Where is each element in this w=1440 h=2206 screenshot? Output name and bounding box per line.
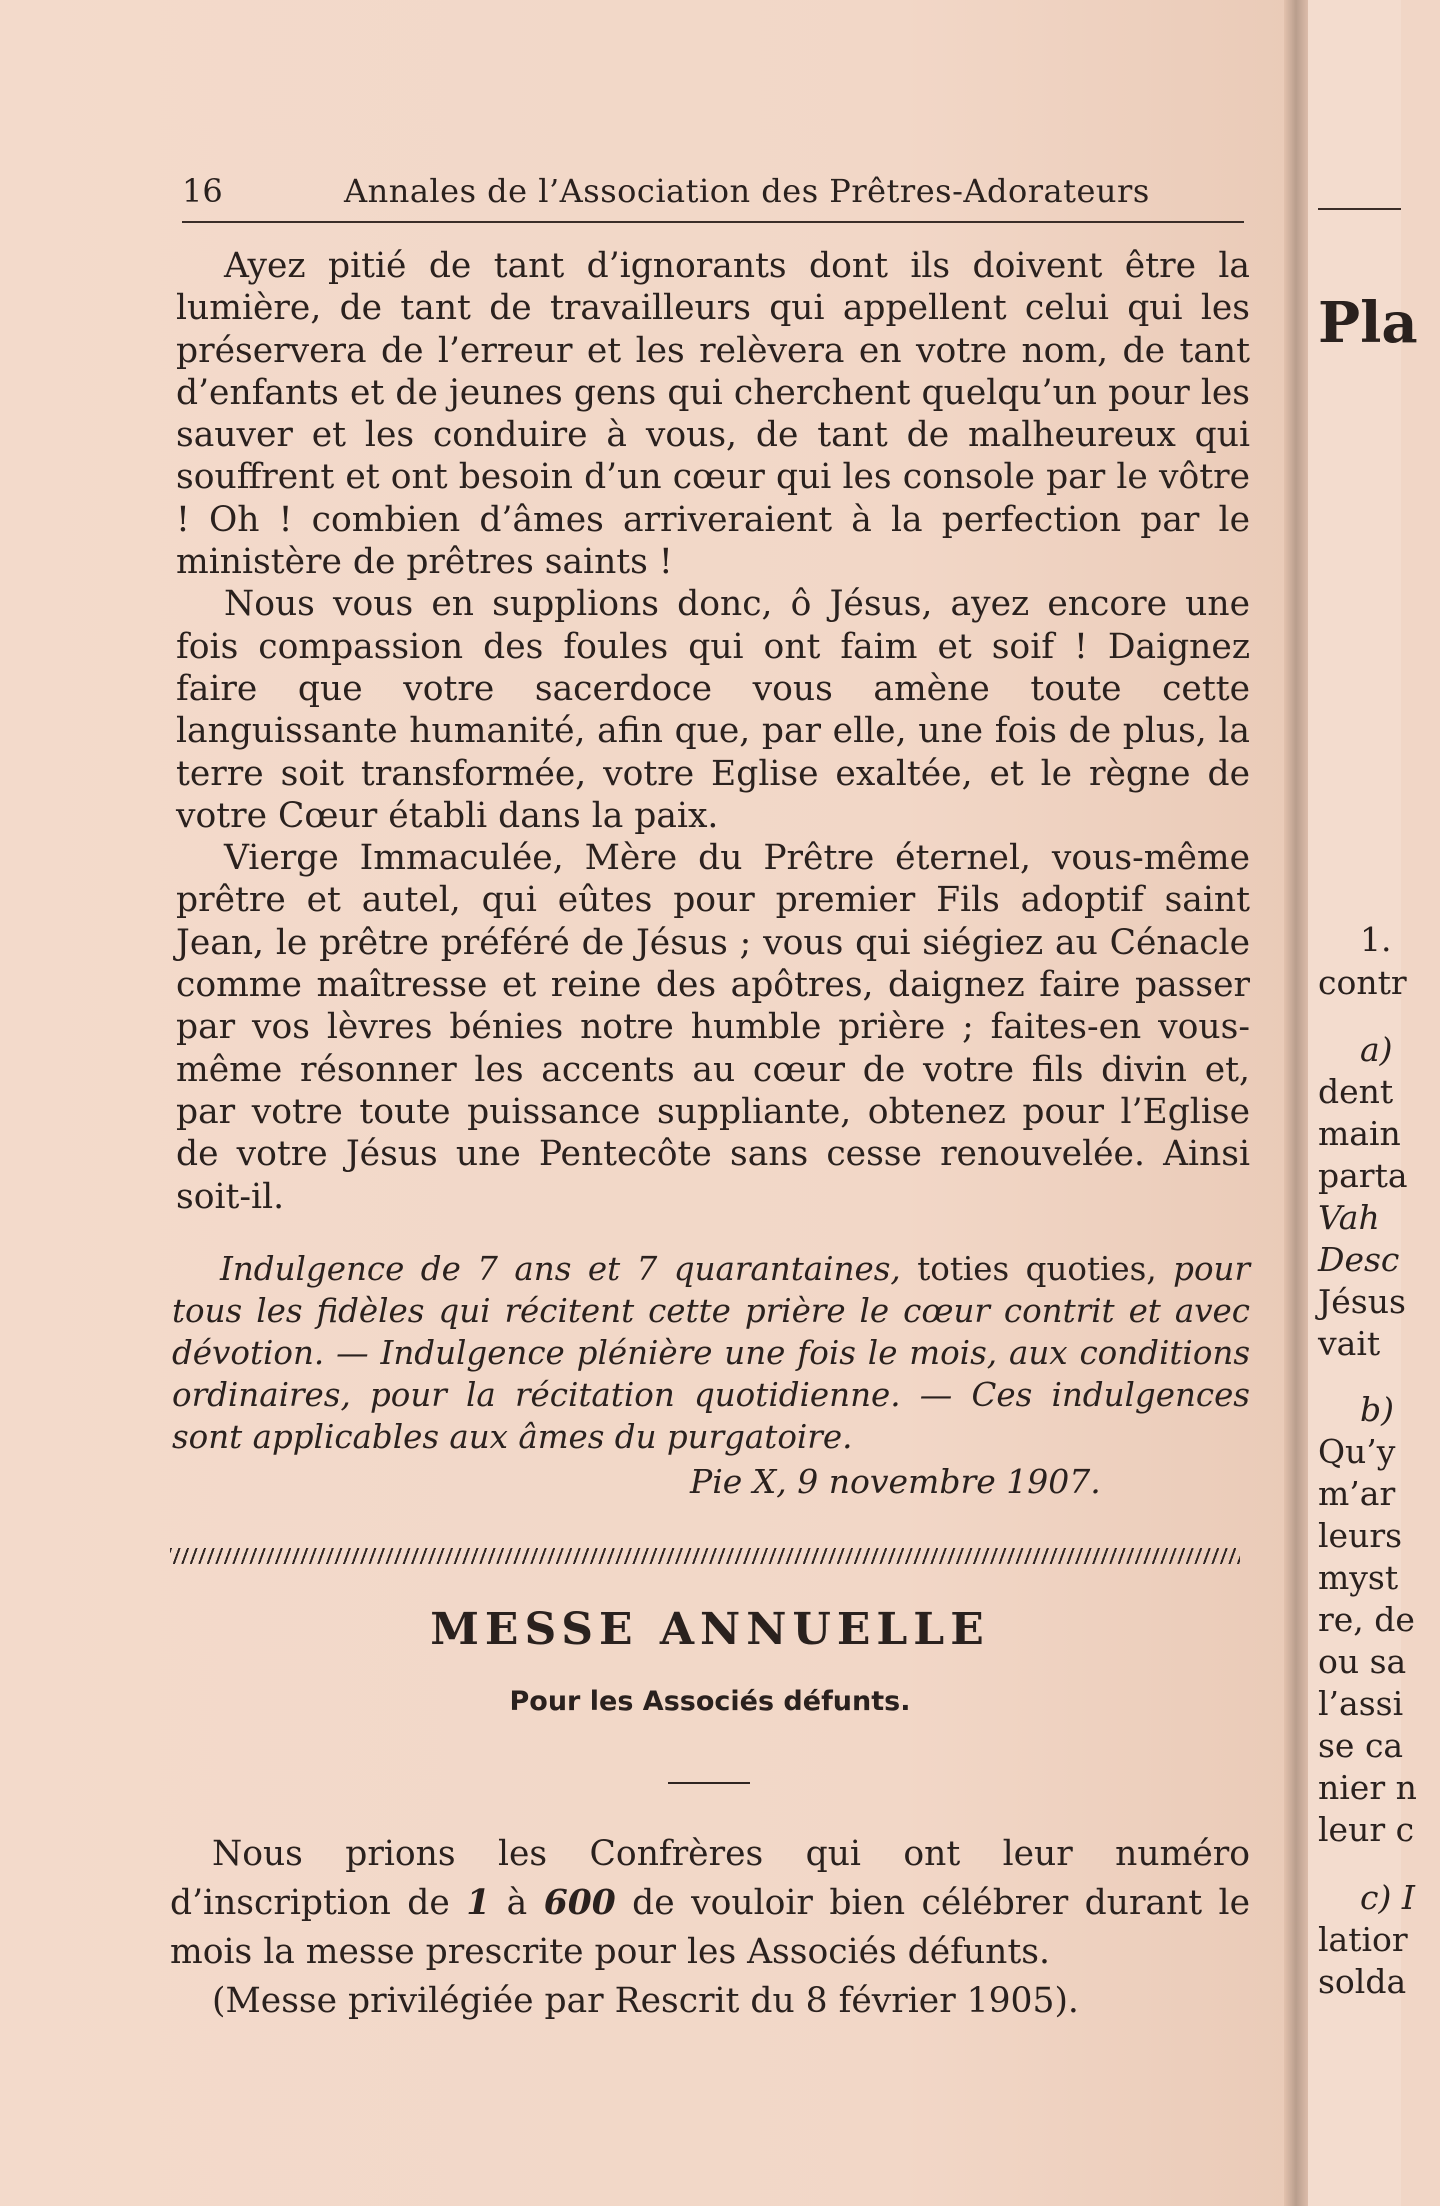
- book-gutter: [1284, 0, 1308, 2206]
- facing-line: vait: [1318, 1324, 1381, 1363]
- facing-line: leur c: [1318, 1810, 1415, 1849]
- facing-line: m’ar: [1318, 1474, 1396, 1513]
- facing-line: myst: [1318, 1558, 1399, 1597]
- page-number: 16: [182, 172, 223, 210]
- indulgence-rest: pour tous les fidèles qui récitent cette prière le cœur contrit et avec dévotion. — Indulgence plénière une fois le mois, aux conditions ordinaires, pour la récitation quotidienne. — Ces indulgences sont applicables aux âmes du purgatoire.: [172, 1250, 1250, 1456]
- facing-line: dent: [1318, 1072, 1394, 1111]
- facing-line: ou sa: [1318, 1642, 1407, 1681]
- facing-line: nier n: [1318, 1768, 1417, 1807]
- messe-text-b: de vouloir bien célébrer durant le mois la messe prescrite pour les Associés défunts.: [170, 1883, 1250, 1972]
- messe-text: [170, 1830, 1250, 2026]
- hatched-divider: [170, 1548, 1240, 1564]
- messe-text-a: Nous prions les Confrères qui ont leur numéro d’inscription de: [170, 1834, 1250, 1923]
- facing-line: a): [1360, 1030, 1393, 1069]
- range-to: 600: [543, 1883, 616, 1923]
- facing-line: 1.: [1360, 920, 1392, 959]
- short-rule: [668, 1782, 750, 1784]
- messe-paragraph-1: [170, 1830, 1250, 1977]
- range-from: 1: [466, 1883, 491, 1923]
- facing-line: solda: [1318, 1962, 1407, 2001]
- range-sep: à: [490, 1883, 544, 1923]
- facing-page: [1308, 0, 1418, 2206]
- facing-line: re, de: [1318, 1600, 1415, 1639]
- indulgence-lead: Indulgence de 7 ans et 7 quarantaines,: [220, 1250, 901, 1288]
- paragraph-1: Ayez pitié de tant d’ignorants dont ils doivent être la lumière, de tant de travailleurs qui appellent celui qui les préservera de l’erreur et les relèvera en votre nom, de tant d’enfants et de jeunes gens qui cherchent quelqu’un pour les sauver et les conduire à vous, de tant de malheureux qui souffrent et ont besoin d’un cœur qui les console par le vôtre ! Oh ! combien d’âmes arriveraient à la perfection par le ministère de prêtres saints !: [176, 246, 1250, 583]
- running-header: [182, 172, 1242, 220]
- section-title: MESSE ANNUELLE: [430, 1604, 990, 1655]
- prayer-text: [176, 245, 1250, 1218]
- facing-line: l’assi: [1318, 1684, 1404, 1723]
- indulgence-note: [172, 1248, 1250, 1458]
- papal-signature: Pie X, 9 novembre 1907.: [690, 1462, 1101, 1501]
- facing-line: latior: [1318, 1920, 1408, 1959]
- messe-paragraph-2: (Messe privilégiée par Rescrit du 8 février 1905).: [212, 1981, 1079, 2021]
- header-rule: [182, 221, 1244, 223]
- facing-heading: Pla: [1318, 290, 1418, 356]
- facing-line: Jésus: [1318, 1282, 1406, 1321]
- facing-line: contr: [1318, 963, 1407, 1002]
- indulgence-toties: toties quoties,: [900, 1250, 1157, 1288]
- paragraph-2: Nous vous en supplions donc, ô Jésus, ayez encore une fois compassion des foules qui ont faim et soif ! Daignez faire que votre sacerdoce vous amène toute cette languissante humanité, afin que, par elle, une fois de plus, la terre soit transformée, votre Eglise exaltée, et le règne de votre Cœur établi dans la paix.: [176, 584, 1250, 836]
- section-subtitle: Pour les Associés défunts.: [509, 1686, 911, 1717]
- running-title: Annales de l’Association des Prêtres-Adorateurs: [344, 172, 1150, 210]
- facing-line: Qu’y: [1318, 1432, 1396, 1471]
- facing-line: parta: [1318, 1156, 1408, 1195]
- facing-line: leurs: [1318, 1516, 1403, 1555]
- facing-line: Vah: [1318, 1198, 1380, 1237]
- facing-line: main: [1318, 1114, 1401, 1153]
- facing-line: Desc: [1318, 1240, 1400, 1279]
- facing-line: c) I: [1360, 1878, 1415, 1917]
- facing-line: se ca: [1318, 1726, 1404, 1765]
- facing-header-rule: [1318, 208, 1401, 210]
- paragraph-3: Vierge Immaculée, Mère du Prêtre éternel, vous-même prêtre et autel, qui eûtes pour premier Fils adoptif saint Jean, le prêtre préféré de Jésus ; vous qui siégiez au Cénacle comme maîtresse et reine des apôtres, daignez faire passer par vos lèvres bénies notre humble prière ; faites-en vous-même résonner les accents au cœur de votre fils divin et, par votre toute puissance suppliante, obtenez pour l’Eglise de votre Jésus une Pentecôte sans cesse renouvelée. Ainsi soit-il.: [176, 838, 1250, 1217]
- facing-line: b): [1360, 1390, 1394, 1429]
